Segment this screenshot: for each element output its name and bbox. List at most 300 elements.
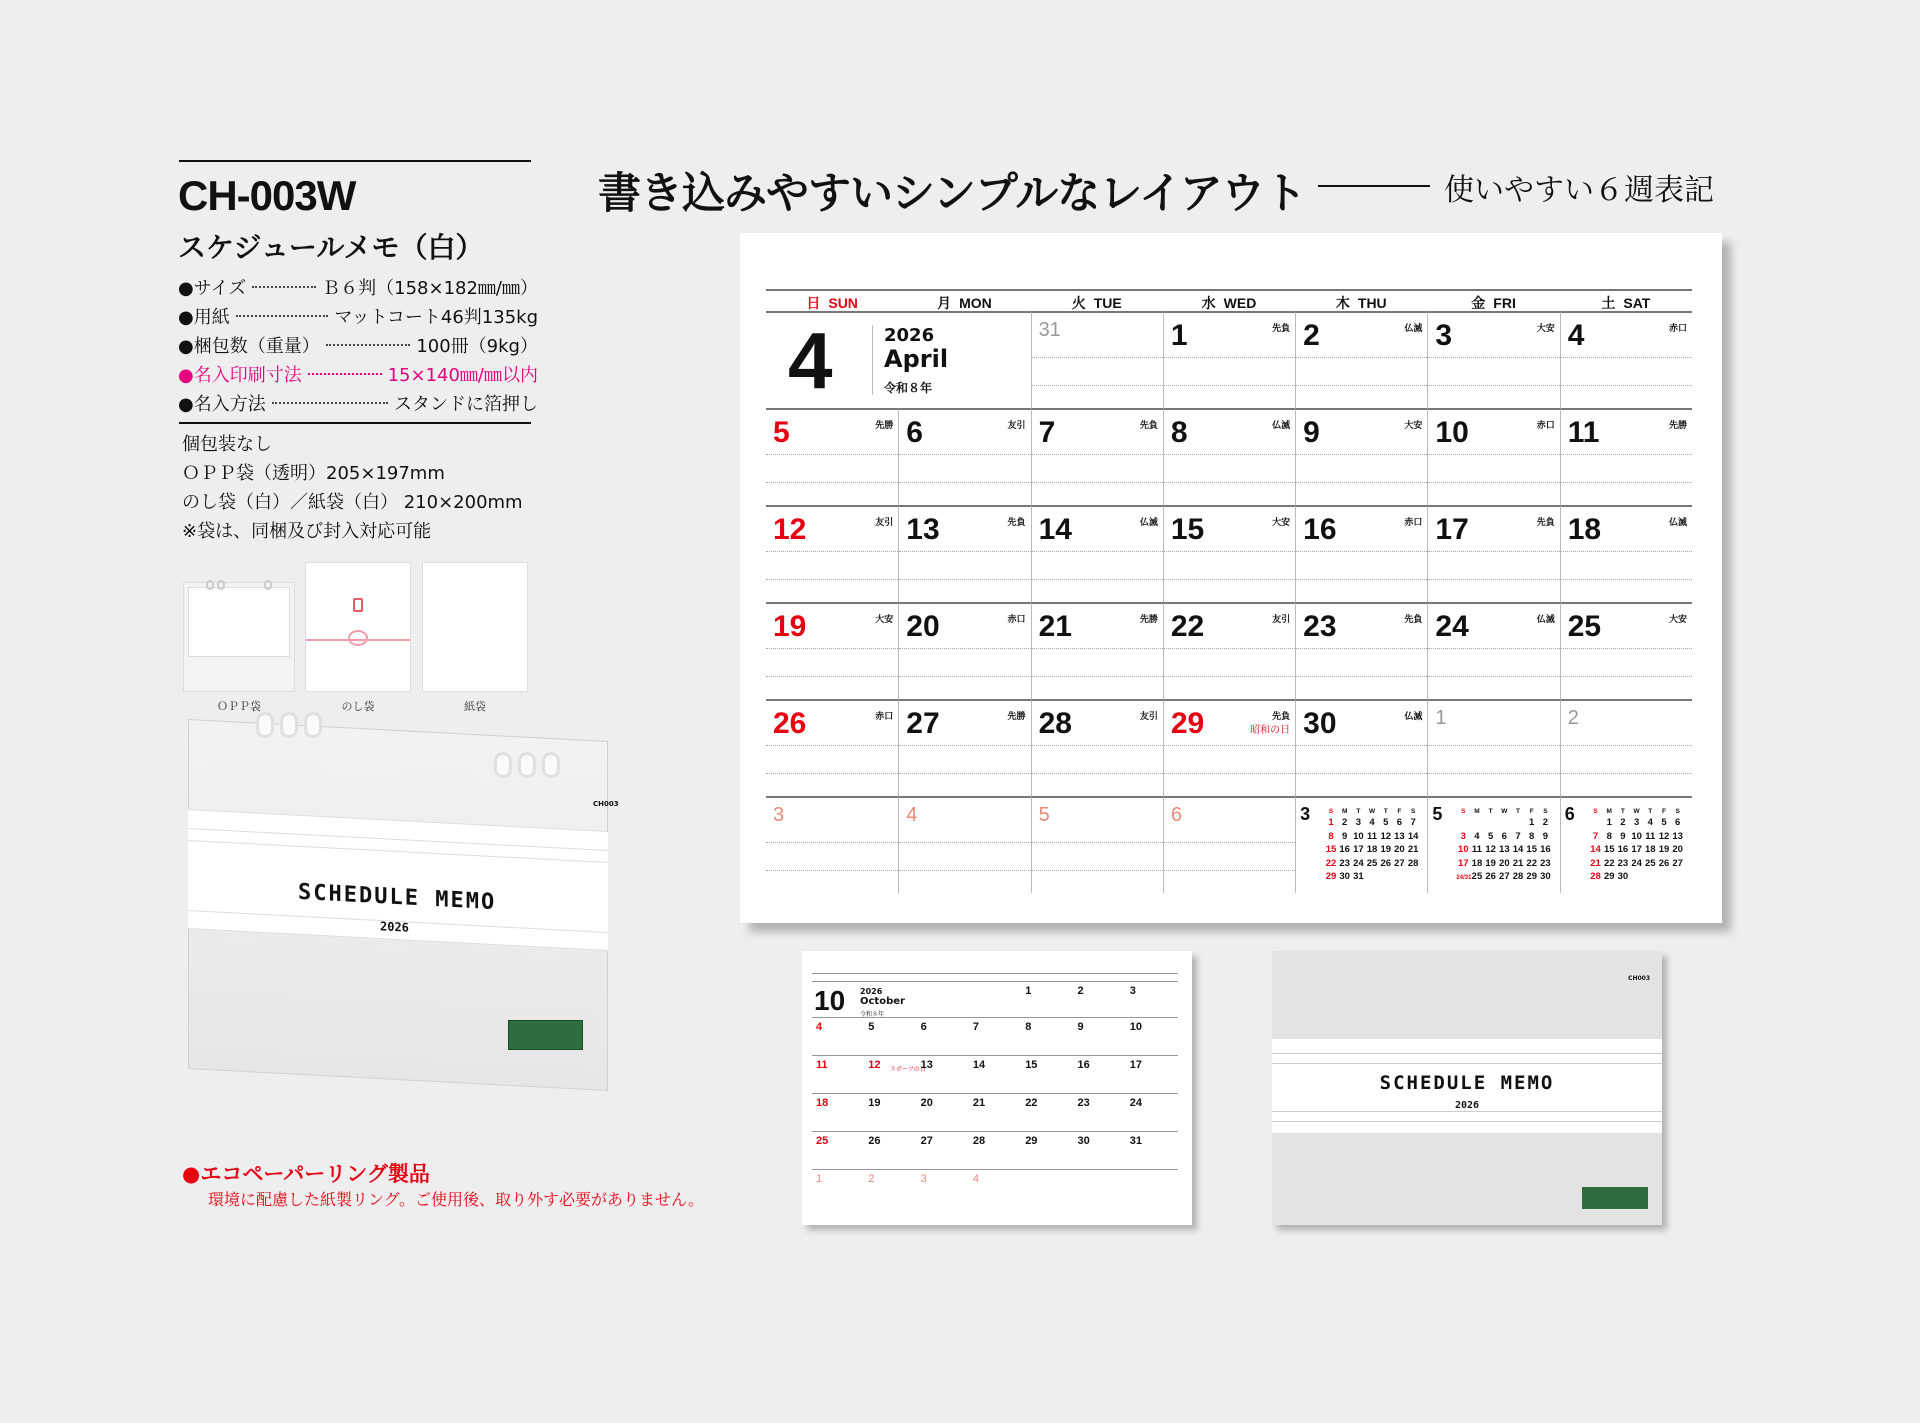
mini-week-row (1456, 870, 1552, 886)
mini-grid (1324, 807, 1420, 884)
mini-day: 6 (1501, 830, 1507, 842)
day-cell (1031, 602, 1163, 699)
day-number: 14 (1038, 513, 1072, 546)
write-line (1164, 454, 1295, 455)
mini-month: 5 (1432, 804, 1443, 824)
mini-day: 4 (1647, 817, 1653, 828)
mini-day: 29 (1603, 871, 1615, 882)
weekday-header (1031, 289, 1163, 309)
thumb-day: 27 (920, 1135, 933, 1147)
day-number: 22 (1170, 610, 1205, 643)
mini-weekday: F (1529, 808, 1534, 815)
day-cell (1163, 311, 1295, 408)
weekday-header (1560, 289, 1692, 309)
desk-calendar-image (188, 720, 648, 1100)
weekday-en: TUE (1093, 295, 1122, 311)
write-line (1428, 773, 1559, 774)
eco-title: ●エコペーパーリング製品 (182, 1162, 430, 1186)
rokuyo-label: 大安 (1668, 615, 1687, 625)
spec-value: 100冊（9kg） (416, 335, 538, 357)
calendar-month-name: April (884, 345, 949, 373)
rokuyo-label: 仏滅 (1536, 615, 1555, 625)
day-number: 11 (1567, 416, 1600, 449)
day-number: 28 (1038, 707, 1072, 740)
rokuyo-label: 仏滅 (1139, 518, 1158, 528)
thumb-day: 21 (972, 1097, 986, 1109)
thumb-day: 7 (972, 1021, 980, 1033)
mini-day: 1 (1529, 817, 1535, 828)
thumb-day: 20 (920, 1097, 933, 1109)
mini-day: 13 (1394, 830, 1405, 842)
thumb-row-line (812, 1093, 1178, 1094)
day-number: 17 (1435, 513, 1469, 546)
weekday-jp: 木 (1335, 295, 1350, 311)
weekday-jp: 土 (1601, 295, 1616, 311)
thumb-day: 19 (868, 1097, 881, 1109)
noshi-bag-image (305, 562, 411, 692)
day-cell (898, 699, 1030, 796)
mini-weekday: T (1516, 808, 1520, 815)
day-number: 12 (773, 513, 807, 546)
cover-title: SCHEDULE MEMO (1379, 1072, 1555, 1094)
write-line (1032, 648, 1163, 649)
write-line (1164, 676, 1295, 677)
write-line (766, 551, 898, 552)
mini-weekday-row (1589, 807, 1685, 816)
weekday-en: FRI (1493, 295, 1516, 311)
mini-day: 7 (1592, 830, 1599, 842)
mini-day: 19 (1658, 844, 1670, 855)
thumb-day: 17 (1129, 1059, 1143, 1071)
thumb-row-line (812, 1017, 1178, 1018)
mini-day: 12 (1658, 830, 1670, 842)
binding-ring-icon (518, 752, 536, 778)
day-number: 30 (1303, 707, 1337, 740)
write-line (766, 454, 898, 455)
mini-day: 16 (1540, 844, 1551, 855)
binding-ring-icon (494, 752, 512, 778)
day-cell (898, 796, 1030, 893)
mini-day: 11 (1367, 830, 1378, 842)
desk-title: SCHEDULE MEMO (298, 879, 497, 916)
headline-sub: 使いやすい６週表記 (1444, 173, 1714, 208)
mini-day: 5 (1661, 817, 1667, 828)
holiday-label: 昭和の日 (1250, 725, 1291, 736)
rokuyo-label: 大安 (875, 615, 894, 625)
mini-day: 18 (1645, 844, 1656, 855)
write-line (899, 454, 1030, 455)
bag-caption: ＯＰＰ袋 (217, 700, 261, 713)
mini-month: 3 (1300, 804, 1311, 824)
mini-day: 12 (1485, 844, 1496, 855)
mini-weekday: S (1543, 808, 1548, 815)
write-line (1296, 745, 1427, 746)
mini-weekday: S (1410, 808, 1416, 815)
day-cell (1295, 311, 1427, 408)
write-line (766, 870, 898, 871)
mini-day: 9 (1620, 830, 1626, 842)
write-line (1164, 579, 1295, 580)
spec-value: Ｂ６判（158×182㎜/㎜） (322, 277, 538, 299)
day-cell (1163, 602, 1295, 699)
bag-caption: のし袋 (341, 700, 375, 713)
mini-day: 2 (1542, 817, 1549, 828)
weekday-header (898, 289, 1030, 309)
packaging-info (182, 430, 523, 546)
day-cell (1295, 408, 1427, 505)
write-line (766, 579, 898, 580)
day-number: 16 (1303, 513, 1337, 546)
mini-weekday: S (1461, 808, 1466, 815)
write-line (1296, 357, 1427, 358)
mini-weekday: T (1648, 808, 1653, 815)
weekday-en: WED (1223, 295, 1257, 311)
rokuyo-label: 先負 (1007, 518, 1026, 528)
packaging-line: のし袋（白）／紙袋（白） 210×200mm (182, 492, 523, 513)
thumb-day: 3 (1129, 985, 1136, 997)
write-line (1561, 482, 1692, 483)
day-cell (1031, 311, 1163, 408)
mini-day: 18 (1471, 857, 1483, 869)
write-line (1428, 579, 1559, 580)
write-line (1032, 870, 1163, 871)
mini-day: 13 (1672, 830, 1683, 842)
mini-day: 7 (1410, 817, 1416, 828)
write-line (1296, 773, 1427, 774)
mini-day: 14 (1407, 830, 1419, 842)
day-number: 3 (1435, 319, 1453, 352)
mini-week-row (1456, 816, 1552, 830)
write-line (899, 482, 1030, 483)
day-number: 10 (1435, 416, 1469, 449)
mini-day: 10 (1631, 830, 1642, 842)
day-number: 18 (1567, 513, 1602, 546)
write-line (1032, 842, 1163, 843)
day-cell (1560, 602, 1692, 699)
day-cell (1427, 602, 1559, 699)
spec-label: ●用紙 (178, 306, 230, 328)
cover-page-thumbnail (1272, 951, 1662, 1225)
day-cell (1163, 505, 1295, 602)
cover-year: 2026 (1454, 1100, 1480, 1111)
weekday-header (1163, 289, 1295, 309)
day-number: 29 (1170, 707, 1205, 740)
weekday-jp: 水 (1201, 295, 1216, 311)
day-number: 5 (773, 416, 790, 449)
mini-day: 10 (1457, 844, 1469, 855)
rokuyo-label: 友引 (1139, 712, 1158, 722)
rokuyo-label: 仏滅 (1272, 421, 1291, 431)
mini-day: 18 (1366, 844, 1378, 855)
thumb-day: 16 (1077, 1059, 1090, 1071)
day-number: 19 (773, 610, 807, 643)
write-line (766, 745, 898, 746)
packaging-line: ※袋は、同梱及び封入対応可能 (182, 521, 432, 542)
rokuyo-label: 赤口 (1536, 421, 1555, 431)
mini-day: 15 (1325, 844, 1337, 855)
write-line (1032, 385, 1163, 386)
write-line (766, 842, 898, 843)
day-number: 15 (1170, 513, 1205, 546)
write-line (1164, 482, 1295, 483)
write-line (1164, 773, 1295, 774)
mini-weekday-row (1324, 807, 1420, 816)
binding-ring-icon (256, 712, 274, 738)
weekday-header (1427, 289, 1559, 309)
calendar-sheet (740, 233, 1722, 923)
day-cell (1427, 699, 1559, 796)
mini-day: 16 (1339, 844, 1350, 855)
day-cell (1163, 408, 1295, 505)
calendar-year: 2026 (884, 325, 935, 346)
spec-list (178, 272, 538, 417)
spec-label: ●梱包数（重量） (178, 335, 320, 357)
rokuyo-label: 先負 (1272, 712, 1291, 722)
mini-calendar (1428, 798, 1559, 893)
mini-weekday: F (1397, 808, 1402, 815)
mini-day: 19 (1485, 857, 1496, 869)
write-line (1164, 385, 1295, 386)
thumb-day: 14 (972, 1059, 986, 1071)
day-number: 25 (1567, 610, 1602, 643)
mini-weekday-row (1456, 807, 1552, 816)
product-code: CH-003W (178, 172, 356, 219)
eco-description: 環境に配慮した紙製リング。ご使用後、取り外す必要がありません。 (208, 1190, 705, 1209)
rokuyo-label: 先勝 (1668, 421, 1687, 431)
rokuyo-label: 仏滅 (1668, 518, 1687, 528)
day-cell (766, 311, 1031, 408)
day-cell (1163, 796, 1295, 893)
mini-week-row (1589, 857, 1685, 871)
day-cell (766, 408, 898, 505)
mini-day: 24/31 (1456, 875, 1472, 881)
spec-dots (236, 315, 329, 317)
mini-day: 25 (1366, 857, 1378, 869)
spec-dots (326, 344, 411, 346)
mini-week-row (1324, 870, 1420, 884)
october-era: 令和８年 (860, 1011, 885, 1018)
rokuyo-label: 先負 (1139, 421, 1158, 431)
day-cell (766, 699, 898, 796)
weekday-jp: 火 (1071, 295, 1086, 311)
mini-day: 5 (1487, 830, 1494, 842)
spec-label: ●名入印刷寸法 (178, 364, 302, 386)
mini-week-row (1456, 830, 1552, 844)
mini-week-row (1324, 816, 1420, 830)
mini-day: 22 (1526, 857, 1537, 869)
thumb-day: 5 (868, 1021, 875, 1033)
day-cell (1560, 505, 1692, 602)
write-line (899, 579, 1030, 580)
mini-weekday: M (1341, 808, 1348, 815)
mini-day: 11 (1645, 830, 1656, 842)
mini-day: 6 (1675, 817, 1681, 828)
weekday-header (766, 289, 898, 309)
thumb-day: 26 (868, 1135, 881, 1147)
day-number: 26 (773, 707, 807, 740)
rokuyo-label: 友引 (1272, 615, 1291, 625)
day-number: 24 (1435, 610, 1469, 643)
thumb-day: 1 (816, 1173, 823, 1185)
day-number: 13 (906, 513, 940, 546)
headline: 書き込みやすいシンプルなレイアウト (598, 169, 1306, 219)
mini-day: 15 (1526, 844, 1537, 855)
mini-day: 3 (1633, 817, 1640, 828)
mini-month: 6 (1564, 804, 1575, 824)
write-line (1164, 551, 1295, 552)
october-month-name: October (860, 996, 905, 1007)
october-year: 2026 (860, 987, 883, 996)
rokuyo-label: 先負 (1272, 324, 1291, 334)
thumb-day: 25 (816, 1135, 829, 1147)
write-line (1561, 385, 1692, 386)
day-number: 31 (1038, 319, 1061, 341)
thumb-day: 23 (1077, 1097, 1090, 1109)
write-line (1561, 454, 1692, 455)
desk-year: 2026 (380, 919, 409, 935)
write-line (1164, 745, 1295, 746)
day-cell (766, 602, 898, 699)
mini-day: 22 (1325, 857, 1337, 869)
october-month-number: 10 (814, 985, 846, 1016)
rokuyo-label: 大安 (1536, 324, 1555, 334)
mini-calendar (1296, 798, 1427, 893)
mini-day: 6 (1396, 817, 1403, 828)
cover-code: CH003 (1628, 975, 1650, 982)
mini-day: 17 (1353, 844, 1364, 855)
mini-weekday: F (1661, 808, 1666, 815)
mini-day: 28 (1590, 871, 1601, 882)
rokuyo-label: 友引 (875, 518, 894, 528)
mini-week-row (1589, 816, 1685, 830)
mini-day: 30 (1540, 871, 1551, 882)
spec-row (178, 301, 538, 330)
mini-week-row (1324, 857, 1420, 871)
thumb-day: 28 (972, 1135, 986, 1147)
write-line (899, 745, 1030, 746)
day-cell (1295, 699, 1427, 796)
rokuyo-label: 先負 (1404, 615, 1423, 625)
mini-day: 21 (1407, 844, 1419, 855)
mini-day: 20 (1672, 844, 1683, 855)
day-cell (1560, 699, 1692, 796)
mini-day: 25 (1471, 871, 1483, 882)
mini-weekday: M (1474, 808, 1480, 815)
mini-grid (1456, 807, 1552, 886)
mini-day: 23 (1339, 857, 1350, 869)
write-line (1032, 454, 1163, 455)
mini-calendar (1561, 798, 1692, 893)
thumb-row-line (812, 1055, 1178, 1056)
weekday-en: THU (1357, 295, 1387, 311)
write-line (766, 773, 898, 774)
mini-weekday: S (1328, 808, 1334, 815)
day-number: 4 (906, 804, 918, 826)
write-line (1561, 745, 1692, 746)
rokuyo-label: 仏滅 (1404, 712, 1423, 722)
spec-dots (252, 286, 316, 288)
mini-weekday: T (1383, 808, 1388, 815)
day-cell (1031, 699, 1163, 796)
mini-weekday: W (1368, 808, 1376, 815)
day-number: 6 (906, 416, 923, 449)
thumb-day: 30 (1077, 1135, 1090, 1147)
mini-day: 3 (1355, 817, 1361, 828)
write-line (1032, 676, 1163, 677)
mini-day: 20 (1394, 844, 1405, 855)
mini-day: 26 (1485, 871, 1496, 882)
weekday-en: MON (959, 295, 992, 311)
october-holiday: スポーツの日 (890, 1066, 926, 1073)
day-number: 7 (1038, 416, 1056, 449)
write-line (899, 870, 1030, 871)
bag-caption: 紙袋 (464, 700, 486, 713)
fsc-logo (508, 1020, 583, 1050)
mini-day: 8 (1606, 830, 1612, 842)
write-line (899, 676, 1030, 677)
write-line (1164, 842, 1295, 843)
write-line (1296, 385, 1427, 386)
mini-day: 2 (1620, 817, 1626, 828)
mini-day: 8 (1529, 830, 1535, 842)
spec-dots (308, 373, 382, 375)
mini-weekday: T (1356, 808, 1361, 815)
rokuyo-label: 赤口 (1668, 324, 1687, 334)
thumb-day: 8 (1025, 1021, 1032, 1033)
write-line (1428, 385, 1559, 386)
mini-day: 9 (1342, 830, 1348, 842)
write-line (899, 551, 1030, 552)
mini-day: 20 (1499, 857, 1510, 869)
day-cell (1295, 796, 1427, 893)
mini-day: 26 (1380, 857, 1392, 869)
write-line (899, 773, 1030, 774)
day-number: 23 (1303, 610, 1337, 643)
mini-day: 19 (1380, 844, 1392, 855)
mini-day: 28 (1512, 871, 1524, 882)
thumb-day: 29 (1025, 1135, 1038, 1147)
mini-week-row (1324, 843, 1420, 857)
write-line (1032, 579, 1163, 580)
mini-weekday: M (1606, 808, 1612, 815)
day-number: 3 (773, 804, 785, 826)
mini-day: 29 (1526, 871, 1537, 882)
day-number: 20 (906, 610, 940, 643)
write-line (1561, 648, 1692, 649)
weekday-en: SAT (1623, 295, 1651, 311)
headline-dash (1318, 185, 1430, 187)
thumb-day: 11 (816, 1059, 828, 1071)
day-cell (1560, 796, 1692, 893)
mini-week-row (1456, 857, 1552, 871)
write-line (1428, 482, 1559, 483)
mini-day: 23 (1540, 857, 1551, 869)
write-line (899, 648, 1030, 649)
weekday-jp: 金 (1471, 295, 1486, 311)
day-cell (898, 408, 1030, 505)
write-line (1296, 648, 1427, 649)
mini-week-row (1589, 843, 1685, 857)
day-cell (1295, 602, 1427, 699)
mini-day: 26 (1658, 857, 1670, 869)
day-cell (898, 602, 1030, 699)
mini-day: 28 (1407, 857, 1419, 869)
fsc-logo (1582, 1187, 1648, 1209)
spec-value: スタンドに箔押し (394, 393, 538, 415)
rokuyo-label: 先勝 (875, 421, 894, 431)
thumb-day: 1 (1025, 985, 1032, 997)
rokuyo-label: 友引 (1007, 421, 1026, 431)
